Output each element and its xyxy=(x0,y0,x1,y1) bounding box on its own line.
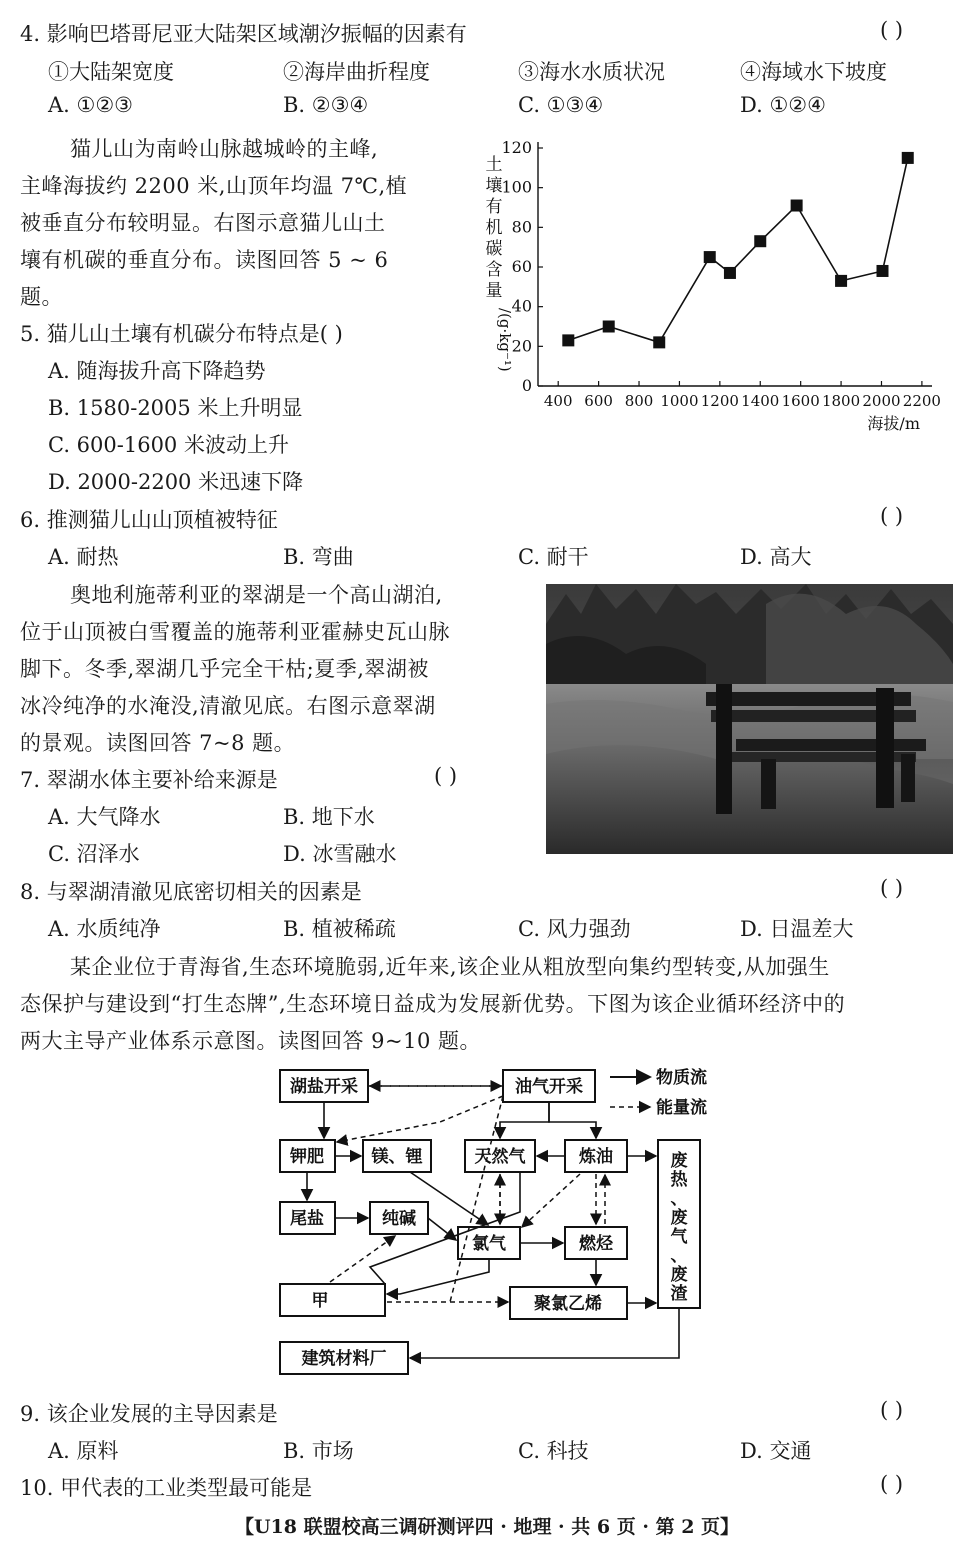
legend-energy-label: 能量流 xyxy=(656,1098,707,1118)
q8-option-b: B. 植被稀疏 xyxy=(283,917,396,941)
passage3-line-3: 两大主导产业体系示意图。读图回答 9~10 题。 xyxy=(20,1029,482,1053)
y-axis-title: 土壤有机碳含量 xyxy=(485,155,503,301)
q8-option-d: D. 日温差大 xyxy=(740,917,854,941)
q6-option-a: A. 耐热 xyxy=(48,545,119,569)
legend-material-label: 物质流 xyxy=(656,1068,707,1088)
q5-stem: 5. 猫儿山土壤有机碳分布特点是( ) xyxy=(20,322,343,346)
data-point xyxy=(902,152,914,164)
q9-option-a: A. 原料 xyxy=(48,1439,119,1463)
x-tick-label: 1000 xyxy=(660,392,699,410)
passage1-line-5: 题。 xyxy=(20,285,63,309)
q4-item-4: ④海域水下坡度 xyxy=(740,60,887,84)
q9-answer-paren: ( ) xyxy=(880,1398,904,1422)
data-point xyxy=(876,265,888,277)
q9-stem: 9. 该企业发展的主导因素是 xyxy=(20,1402,278,1426)
node-olefin: 燃烃 xyxy=(579,1234,613,1254)
y-tick-label: 100 xyxy=(501,177,532,197)
node-pvc: 聚氯乙烯 xyxy=(534,1294,602,1314)
y-tick-label: 40 xyxy=(511,296,532,316)
page-footer: 【U18 联盟校高三调研测评四 · 地理 · 共 6 页 · 第 2 页】 xyxy=(234,1516,740,1538)
q4-answer-paren: ( ) xyxy=(880,18,904,42)
q9-option-d: D. 交通 xyxy=(740,1439,812,1463)
q4-option-b: B. ②③④ xyxy=(283,93,369,117)
q5-option-a: A. 随海拔升高下降趋势 xyxy=(48,359,266,383)
x-tick-label: 1400 xyxy=(741,392,780,410)
q4-stem: 4. 影响巴塔哥尼亚大陆架区域潮汐振幅的因素有 xyxy=(20,22,467,46)
x-tick-label: 2000 xyxy=(862,392,901,410)
series-line xyxy=(568,158,907,342)
q4-option-c: C. ①③④ xyxy=(518,93,604,117)
data-point xyxy=(754,235,766,247)
q8-stem: 8. 与翠湖清澈见底密切相关的因素是 xyxy=(20,880,362,904)
q6-option-d: D. 高大 xyxy=(740,545,812,569)
node-lake-salt: 湖盐开采 xyxy=(290,1077,358,1097)
y-tick-label: 60 xyxy=(511,257,532,276)
node-waste: 废热、废气、废渣 xyxy=(670,1151,688,1304)
q7-option-d: D. 冰雪融水 xyxy=(283,842,397,866)
node-soda: 纯碱 xyxy=(382,1209,416,1229)
x-axis-title: 海拔/m xyxy=(867,414,920,433)
x-tick-label: 400 xyxy=(543,392,573,410)
node-oil-gas: 油气开采 xyxy=(515,1077,583,1097)
data-point xyxy=(603,321,615,333)
q6-option-c: C. 耐干 xyxy=(518,545,589,569)
q7-stem: 7. 翠湖水体主要补给来源是 xyxy=(20,768,278,792)
q5-option-c: C. 600-1600 米波动上升 xyxy=(48,433,289,457)
node-chlorine: 氯气 xyxy=(472,1234,506,1254)
x-tick-label: 1200 xyxy=(700,392,739,410)
x-tick-label: 2200 xyxy=(902,392,941,410)
q4-item-3: ③海水水质状况 xyxy=(518,60,665,84)
data-point xyxy=(704,251,716,263)
x-tick-label: 600 xyxy=(584,392,613,410)
passage2-line-4: 冰冷纯净的水淹没,清澈见底。右图示意翠湖 xyxy=(20,694,436,718)
data-point xyxy=(724,267,736,279)
passage3-line-1: 某企业位于青海省,生态环境脆弱,近年来,该企业从粗放型向集约型转变,从加强生 xyxy=(70,955,830,979)
y-tick-label: 120 xyxy=(501,138,532,157)
q9-option-b: B. 市场 xyxy=(283,1439,354,1463)
node-jia: 甲 xyxy=(311,1291,329,1311)
data-point xyxy=(835,275,847,287)
passage1-line-3: 被垂直分布较明显。右图示意猫儿山土 xyxy=(20,211,386,235)
passage2-line-5: 的景观。读图回答 7~8 题。 xyxy=(20,731,296,755)
passage2-line-2: 位于山顶被白雪覆盖的施蒂利亚霍赫史瓦山脉 xyxy=(20,620,450,644)
y-tick-label: 20 xyxy=(511,336,532,356)
passage3-line-2: 态保护与建设到“打生态牌”,生态环境日益成为发展新优势。下图为该企业循环经济中的 xyxy=(20,992,846,1016)
y-tick-label: 80 xyxy=(511,217,532,237)
data-point xyxy=(791,200,803,212)
data-point xyxy=(562,334,574,346)
node-refining: 炼油 xyxy=(579,1147,613,1167)
x-tick-label: 1800 xyxy=(821,392,861,410)
q7-answer-paren: ( ) xyxy=(434,764,458,788)
q8-option-c: C. 风力强劲 xyxy=(518,917,631,941)
x-tick-label: 800 xyxy=(624,392,654,410)
passage2-line-1: 奥地利施蒂利亚的翠湖是一个高山湖泊, xyxy=(70,583,443,607)
q5-option-d: D. 2000-2200 米迅速下降 xyxy=(48,470,304,494)
lake-bench-photo xyxy=(546,584,953,854)
node-jia-box xyxy=(280,1284,385,1316)
x-tick-label: 1600 xyxy=(781,392,820,410)
q7-option-a: A. 大气降水 xyxy=(48,805,161,829)
q4-option-d: D. ①②④ xyxy=(740,93,826,117)
y-axis-unit: /(g·kg⁻¹) xyxy=(496,308,514,372)
q10-stem: 10. 甲代表的工业类型最可能是 xyxy=(20,1476,313,1500)
node-tail-salt: 尾盐 xyxy=(290,1209,324,1229)
q8-option-a: A. 水质纯净 xyxy=(48,917,161,941)
passage1-line-1: 猫儿山为南岭山脉越城岭的主峰, xyxy=(70,137,379,161)
data-point xyxy=(653,336,665,348)
q10-answer-paren: ( ) xyxy=(880,1472,904,1496)
q4-item-1: ①大陆架宽度 xyxy=(48,60,174,84)
q4-option-a: A. ①②③ xyxy=(48,93,133,117)
q4-item-2: ②海岸曲折程度 xyxy=(283,60,430,84)
q6-stem: 6. 推测猫儿山山顶植被特征 xyxy=(20,508,278,532)
q9-option-c: C. 科技 xyxy=(518,1439,589,1463)
q7-option-c: C. 沼泽水 xyxy=(48,842,140,866)
soil-carbon-chart xyxy=(470,130,960,435)
q7-option-b: B. 地下水 xyxy=(283,805,375,829)
node-mg-li: 镁、锂 xyxy=(371,1147,423,1167)
node-potash: 钾肥 xyxy=(290,1147,324,1167)
passage2-line-3: 脚下。冬季,翠湖几乎完全干枯;夏季,翠湖被 xyxy=(20,657,429,681)
y-tick-label: 0 xyxy=(521,376,532,395)
passage1-line-2: 主峰海拔约 2200 米,山顶年均温 7℃,植 xyxy=(20,174,408,198)
industry-flow-diagram xyxy=(260,1062,720,1387)
passage1-line-4: 壤有机碳的垂直分布。读图回答 5 ~ 6 xyxy=(20,248,389,272)
node-building: 建筑材料厂 xyxy=(301,1349,387,1369)
q8-answer-paren: ( ) xyxy=(880,876,904,900)
q6-option-b: B. 弯曲 xyxy=(283,545,354,569)
node-natural-gas: 天然气 xyxy=(474,1147,526,1167)
q6-answer-paren: ( ) xyxy=(880,504,904,528)
q5-option-b: B. 1580-2005 米上升明显 xyxy=(48,396,303,420)
